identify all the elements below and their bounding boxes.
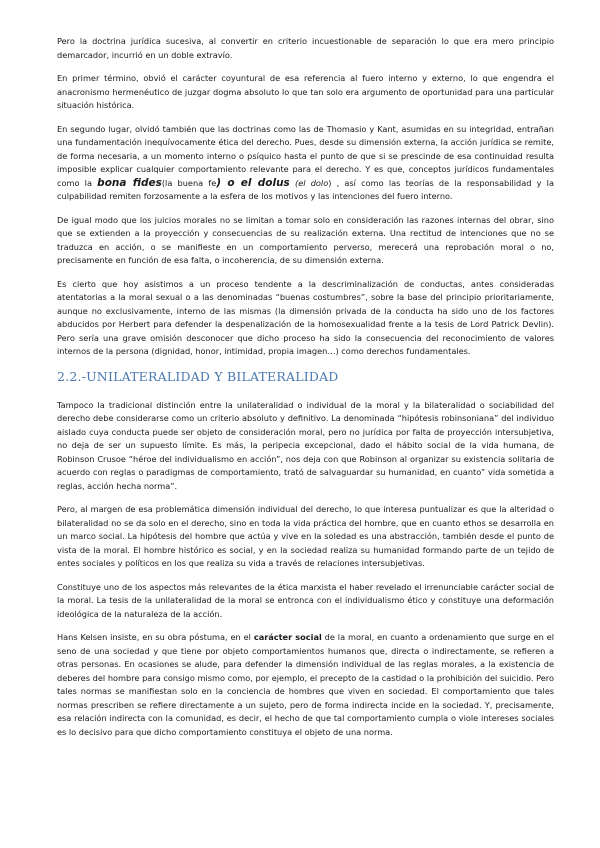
paragraph-9-text-b: de la moral, en cuanto a ordenamiento que surge en el seno de una sociedad y que tiene por objeto comportamientos humanos que, directa o indirectamente, se refieren a otras personas. En ocasiones se alude, para defender la dimensión individual de las reglas morales, a la existencia de deberes del hombre para consigo mismo como, por ejemplo, el precepto de la castidad o la prohibición del suicidio. Pero tales normas se manifiestan solo en la conciencia de hombres que viven en sociedad. El comportamiento que tales normas prescriben se refiere directamente a un sujeto, pero de forma indirecta incide en la sociedad. Y, precisamente, esa relación indirecta con la comunidad, es decir, el hecho de que tal comportamiento cumpla o viole intereses sociales es lo decisivo para que dicho comportamiento constituya el objeto de una norma. [57, 632, 554, 737]
term-dolus: ) o el dolus [216, 176, 290, 189]
paragraph-3-text-d: ) , así como las teorías de la responsabilidad y la culpabilidad remiten forzosamente a la esfera de los motivos y las intenciones del fuero interno. [57, 177, 554, 201]
term-caracter-social: carácter social [253, 632, 322, 642]
paragraph-5: Es cierto que hoy asistimos a un proceso tendente a la descriminalización de conductas, antes consideradas atentatorias a la moral sexual o a las denominadas “buenas costumbres”, sobre la base del principio prioritariamente, aunque no exclusivamente, interno de las mismas (la dimensión privada de la conducta ha sido uno de los factores abducidos por Herbert para defender la despenalización de la homosexualidad frente a la tesis de Lord Patrick Devlin). Pero sería una grave omisión desconocer que dicho proceso ha sido la consecuencia del reconocimiento de valores internos de la persona (dignidad, honor, intimidad, propia imagen…) como derechos fundamentales. [57, 278, 554, 356]
paragraph-1: Pero la doctrina jurídica sucesiva, al convertir en criterio incuestionable de separación lo que era mero principio demarcador, incurrió en un doble extravío. [57, 36, 554, 60]
paragraph-4: De igual modo que los juicios morales no se limitan a tomar solo en consideración las razones internas del obrar, sino que se extienden a la proyección y consecuencias de su realización externa. Una rectitud de intenciones que no se traduzca en acción, o se manifieste en un comportamiento perverso, merecerá una reprobación moral o no, precisamente en función de esa falta, o incoherencia, de su dimensión externa. [57, 214, 554, 265]
paragraph-8: Constituye uno de los aspectos más relevantes de la ética marxista el haber revelado el irrenunciable carácter social de la moral. La tesis de la unilateralidad de la moral se entronca con el individualismo ético y constituye una deformación ideológica de la naturaleza de la acción. [57, 581, 554, 619]
paragraph-3 [57, 123, 554, 204]
paragraph-3-text-c: (el dolo [295, 177, 329, 188]
paragraph-3-text-a: En segundo lugar, olvidó también que las doctrinas como las de Thomasio y Kant, asumidas en su integridad, entrañan una fundamentación inequívocamente ética del derecho. Pues, desde su dimensión externa, la acción jurídica se remite, de forma necesaria, a un momento interno o psíquico hasta el punto de que si se prescinde de esa continuidad resulta imposible explicar cualquier comportamiento relevante para el derecho. Y es que, conceptos jurídicos fundamentales como la [57, 123, 554, 188]
paragraph-7: Pero, al margen de esa problemática dimensión individual del derecho, lo que interesa puntualizar es que la alteridad o bilateralidad no se da solo en el derecho, sino en toda la vida práctica del hombre, que en cuanto ethos se desarrolla en un marco social. La hipótesis del hombre que actúa y vive en la soledad es una abstracción, también desde el punto de vista de la moral. El hombre histórico es social, y en la sociedad realiza su humanidad formando parte de un tejido de entes sociales y políticos en los que realiza su vida a través de relaciones intersubjetivas. [57, 504, 554, 568]
paragraph-9-text-a: Hans Kelsen insiste, en su obra póstuma, en el [57, 632, 254, 642]
paragraph-6: Tampoco la tradicional distinción entre la unilateralidad o individual de la moral y la bilateralidad o sociabilidad del derecho debe considerarse como un criterio absoluto y definitivo. La denominada “hipótesis robinsoniana” del individuo aislado cuya conducta puede ser objeto de consideración moral, pero no jurídica por falta de proyección intersubjetiva, no deja de ser un supuesto límite. Es más, la peripecia excepcional, dado el hábito social de la vida humana, de Robinson Crusoe “héroe del individualismo en acción”, nos deja con que Robinson al organizar su existencia solitaria de acuerdo con reglas o paradigmas de comportamiento, trató de salvaguardar su humanidad, en cuanto” vida sometida a reglas, acción hecha norma”. [57, 399, 554, 491]
paragraph-9 [57, 631, 554, 739]
section-heading: 2.2.-UNILATERALIDAD Y BILATERALIDAD [57, 368, 339, 384]
paragraph-2: En primer término, obvió el carácter coyuntural de esa referencia al fuero interno y externo, lo que engendra el anacronismo hermenéutico de juzgar dogma absoluto lo que tan solo era argumento de oportunidad para una particular situación histórica. [57, 73, 554, 110]
term-bona-fides: bona fides [97, 176, 162, 189]
paragraph-3-text-b: (la buena fe [161, 177, 217, 188]
